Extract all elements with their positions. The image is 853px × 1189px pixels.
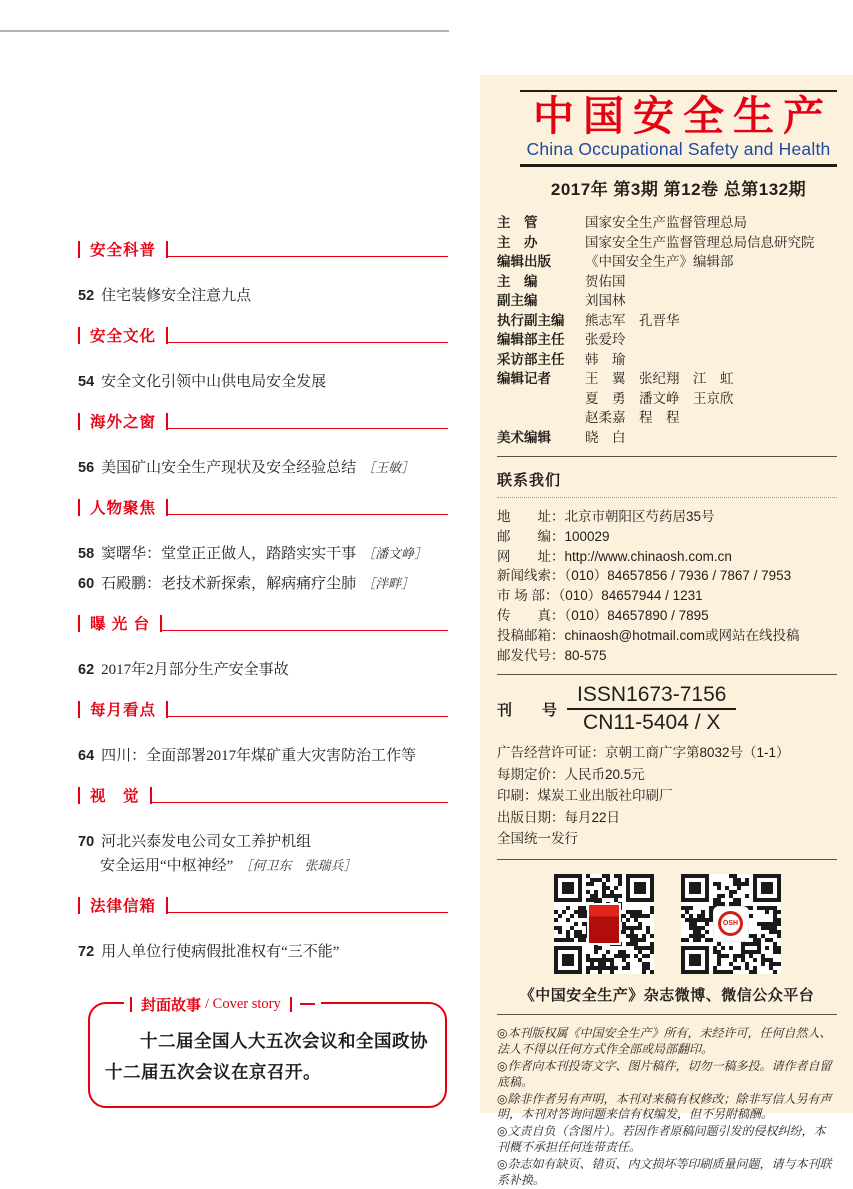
section-rule	[152, 788, 448, 803]
cover-story-label-en: / Cover story	[205, 995, 281, 1012]
staff-value: 赵柔嘉 程 程	[585, 410, 680, 425]
page-number: 70	[78, 834, 95, 850]
toc-item	[78, 940, 448, 964]
staff-value: 国家安全生产监督管理总局	[585, 215, 747, 230]
staff-label: 美术编辑	[497, 429, 551, 445]
section-bar-icon	[78, 701, 80, 718]
contact-fax: 传 真：（010）84657890 / 7895	[497, 607, 709, 623]
distribution: 全国统一发行	[497, 831, 578, 847]
staff-row	[497, 272, 837, 292]
osh-logo-text: OSH	[722, 920, 739, 928]
section-bar-icon	[78, 615, 80, 632]
toc-item	[78, 370, 448, 394]
section-rule	[168, 898, 448, 913]
cover-story-text: 十二届全国人大五次会议和全国政协十二届五次会议在京召开。	[105, 1031, 428, 1082]
article-author: ［潘文峥］	[362, 546, 428, 561]
article-title: 安全文化引领中山供电局安全发展	[101, 374, 327, 390]
section-rule	[168, 702, 448, 717]
staff-label	[497, 408, 585, 428]
masthead-panel	[480, 75, 853, 1188]
notice-item: ◎本刊版权属《中国安全生产》所有，未经许可，任何自然人、法人不得以任何方式作全部或局部翻印。	[497, 1025, 832, 1056]
toc-item	[78, 744, 448, 768]
staff-value: 夏 勇 潘文峥 王京欣	[585, 390, 734, 406]
issn-number: ISSN1673-7156	[567, 683, 736, 710]
staff-list	[497, 213, 837, 447]
notice-item: ◎除非作者另有声明，本刊对来稿有权修改；除非写信人另有声明，本刊对答询问题来信有权编发，但不另附稿酬。	[497, 1091, 832, 1122]
contact-header: 联系我们	[497, 472, 562, 489]
section-bar-icon	[78, 787, 80, 804]
article-title-line1	[78, 830, 448, 854]
staff-row	[497, 369, 837, 389]
cover-story-box	[88, 995, 447, 1108]
staff-value: 晓 白	[585, 429, 626, 445]
staff-label: 编辑记者	[497, 371, 551, 386]
article-author: ［泮畔］	[362, 576, 415, 591]
section-header-falvxinxiang	[78, 896, 448, 914]
staff-row	[497, 311, 837, 331]
notice-item: ◎作者向本刊投寄文字、图片稿件，切勿一稿多投。请作者自留底稿。	[497, 1058, 832, 1089]
page-number: 62	[78, 662, 95, 678]
toc-item	[78, 572, 448, 596]
section-rule	[168, 500, 448, 515]
article-title: 住宅装修安全注意九点	[101, 288, 252, 304]
contact-postcode: 邮 编：100029	[497, 528, 610, 544]
label-tick-icon	[130, 997, 132, 1012]
section-title: 每月看点	[90, 702, 157, 719]
page-number: 52	[78, 288, 95, 304]
label-tick-icon	[290, 997, 292, 1012]
page-number: 60	[78, 576, 95, 592]
toc-item	[78, 284, 448, 308]
staff-label: 主 管	[497, 215, 538, 230]
toc-item	[78, 542, 448, 566]
contact-website: 网 址：http://www.chinaosh.com.cn	[497, 548, 732, 564]
cover-story-label-zh: 封面故事	[141, 996, 202, 1014]
contact-market-dept: 市 场 部：（010）84657944 / 1231	[497, 588, 703, 604]
staff-value: 贺佑国	[585, 273, 626, 289]
journal-number-block	[497, 683, 837, 735]
masthead-bottom-rule	[520, 164, 837, 167]
staff-label: 采访部主任	[497, 351, 565, 367]
staff-value: 刘国林	[585, 293, 626, 308]
contact-news-hotline: 新闻线索：（010）84657856 / 7936 / 7867 / 7953	[497, 568, 792, 584]
copyright-notices	[497, 1026, 837, 1189]
divider-line	[497, 456, 837, 457]
printer: 印刷：煤炭工业出版社印刷厂	[497, 788, 673, 804]
notice-item: ◎文责自负（含图片）。若因作者原稿问题引发的侵权纠纷，本刊概不承担任何连带责任。	[497, 1124, 826, 1155]
cn-number: CN11-5404 / X	[583, 711, 721, 735]
article-title: 石殿鹏：老技术新探索，解病痛疗尘肺	[101, 576, 357, 592]
article-title: 窦曙华：堂堂正正做人，踏踏实实干事	[101, 546, 357, 562]
staff-row	[497, 291, 837, 311]
page-top-rule	[0, 30, 449, 32]
ad-license: 广告经营许可证：京朝工商广字第8032号（1-1）	[497, 745, 790, 761]
staff-row	[497, 233, 837, 253]
toc-item	[78, 658, 448, 682]
page-number: 56	[78, 460, 95, 476]
article-title: 2017年2月部分生产安全事故	[101, 662, 289, 678]
section-title: 法律信箱	[90, 898, 157, 915]
staff-value: 熊志军 孔晋华	[585, 312, 680, 328]
staff-value: 张爱玲	[585, 332, 626, 347]
article-title: 河北兴泰发电公司女工养护机组	[101, 834, 312, 850]
page-number: 54	[78, 374, 95, 390]
section-title: 安全文化	[90, 328, 157, 345]
contact-submission-email: 投稿邮箱：chinaosh@hotmail.com或网站在线投稿	[497, 627, 800, 643]
staff-label: 副主编	[497, 293, 538, 308]
section-rule	[168, 242, 448, 257]
article-title: 四川：全面部署2017年煤矿重大灾害防治工作等	[101, 748, 417, 764]
magazine-subtitle: China Occupational Safety and Health	[526, 139, 831, 159]
section-rule	[162, 616, 448, 631]
issue-info: 2017年 第3期 第12卷 总第132期	[550, 180, 807, 199]
section-header-shijue	[78, 786, 448, 804]
staff-row	[497, 428, 837, 448]
article-author: ［王敏］	[362, 460, 415, 475]
section-bar-icon	[78, 413, 80, 430]
section-header-anquankepu	[78, 240, 448, 258]
section-header-anquanwenhua	[78, 326, 448, 344]
toc-item	[78, 456, 448, 480]
staff-label: 执行副主编	[497, 312, 565, 328]
publish-date: 出版日期：每月22日	[497, 809, 621, 825]
section-bar-icon	[78, 327, 80, 344]
contact-address: 地 址：北京市朝阳区芍药居35号	[497, 509, 715, 524]
staff-label: 编辑部主任	[497, 332, 565, 347]
section-title: 海外之窗	[90, 414, 157, 431]
divider-line	[497, 1014, 837, 1015]
journal-number-label: 刊 号	[497, 701, 558, 719]
divider-line	[497, 859, 837, 860]
staff-row	[497, 389, 837, 409]
magazine-title: 中国安全生产	[533, 93, 833, 139]
section-bar-icon	[78, 499, 80, 516]
staff-row	[497, 213, 837, 233]
staff-value: 国家安全生产监督管理总局信息研究院	[585, 234, 815, 250]
section-title: 人物聚焦	[90, 500, 157, 517]
staff-row	[497, 408, 837, 428]
staff-label: 编辑出版	[497, 254, 551, 269]
article-author: ［何卫东 张瑞兵］	[239, 858, 357, 873]
article-title: 安全运用“中枢神经”	[100, 858, 234, 874]
staff-value: 韩 瑜	[585, 351, 626, 367]
qr-code-weibo	[554, 874, 654, 974]
staff-row	[497, 350, 837, 370]
section-title: 曝 光 台	[90, 616, 151, 633]
qr-code-wechat	[681, 874, 781, 974]
section-rule	[168, 328, 448, 343]
masthead	[520, 90, 837, 200]
section-bar-icon	[78, 241, 80, 258]
issn-cn-fraction	[567, 683, 736, 735]
qr-caption: 《中国安全生产》杂志微博、微信公众平台	[519, 986, 815, 1004]
section-title: 视 觉	[90, 788, 140, 805]
qr-center-osh-logo	[713, 906, 749, 942]
price: 每期定价：人民币20.5元	[497, 766, 645, 782]
section-header-haiwaizhichuang	[78, 412, 448, 430]
table-of-contents	[78, 240, 448, 982]
contact-list	[497, 507, 837, 665]
article-title: 美国矿山安全生产现状及安全经验总结	[101, 460, 357, 476]
section-bar-icon	[78, 897, 80, 914]
divider-line	[497, 674, 837, 675]
notice-item: ◎杂志如有缺页、错页、内文损坏等印刷质量问题，请与本刊联系补换。	[497, 1157, 832, 1188]
section-header-meiyuekandian	[78, 700, 448, 718]
page-number: 64	[78, 748, 95, 764]
staff-value: 《中国安全生产》编辑部	[585, 254, 734, 269]
page-number: 58	[78, 546, 95, 562]
contact-postal-code: 邮发代号：80-575	[497, 647, 607, 663]
staff-label: 主 办	[497, 234, 538, 250]
label-dash-icon	[300, 1003, 315, 1005]
staff-label: 主 编	[497, 273, 538, 289]
article-title: 用人单位行使病假批准权有“三不能”	[101, 944, 340, 960]
publication-info-list	[497, 742, 837, 850]
section-header-baoguangtai	[78, 614, 448, 632]
cover-story-label	[124, 993, 321, 1015]
qr-center-magazine-cover	[587, 903, 621, 945]
article-title-line2	[78, 854, 448, 878]
section-title: 安全科普	[90, 242, 157, 259]
page-number: 72	[78, 944, 95, 960]
staff-row	[497, 330, 837, 350]
dotted-divider	[497, 497, 837, 498]
section-rule	[168, 414, 448, 429]
staff-label	[497, 389, 585, 409]
toc-item	[78, 830, 448, 878]
staff-value: 王 翼 张纪翔 江 虹	[585, 371, 734, 386]
section-header-renwujujiao	[78, 498, 448, 516]
qr-code-row	[497, 874, 837, 974]
staff-row	[497, 252, 837, 272]
